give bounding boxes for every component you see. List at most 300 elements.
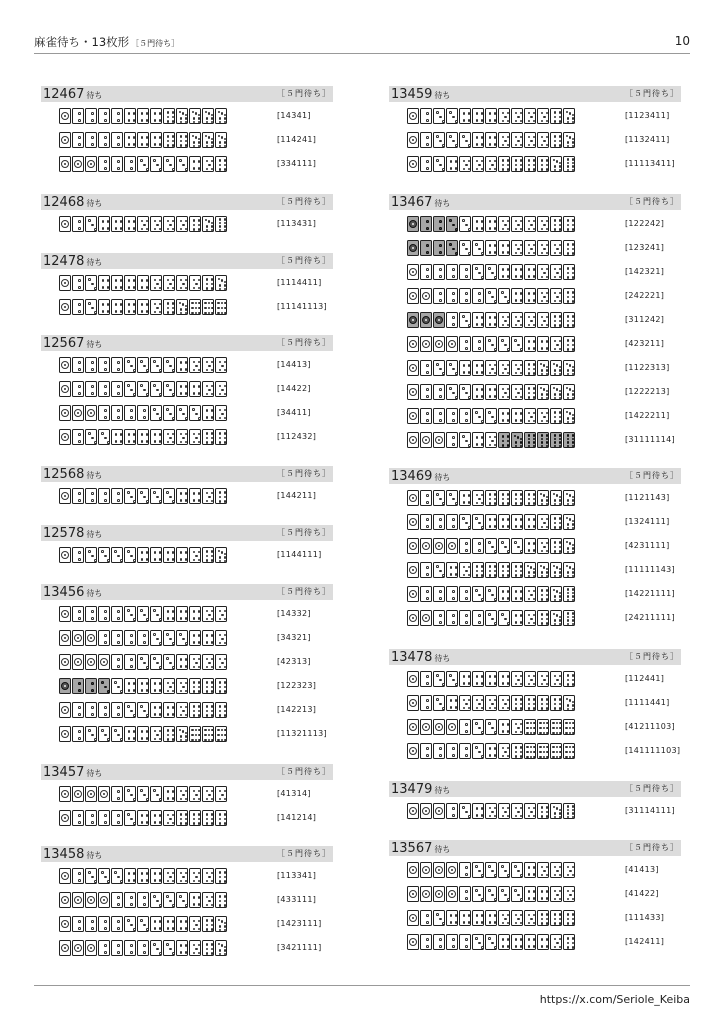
tile-2 [111,132,123,148]
tile-5 [485,156,497,172]
tile-5 [537,671,549,687]
tile-5 [485,803,497,819]
tile-3 [472,743,484,759]
tile-4 [98,299,110,315]
tile-2 [459,743,471,759]
hand-code: [14341] [277,111,311,120]
tile-1 [407,432,419,448]
tile-3 [137,786,149,802]
tile-5 [498,312,510,328]
hand-row [41,299,333,317]
group-name-suffix: 待ち [86,769,103,778]
tile-4 [150,702,162,718]
tile-6 [215,429,227,445]
tile-5 [189,275,201,291]
hand-row [389,408,681,426]
tile-6 [163,108,175,124]
hand-row [41,547,333,565]
group-name-number: 12568 [43,467,85,482]
tile-2 [420,490,432,506]
tile-7 [563,490,575,506]
tile-4 [524,288,536,304]
tile-4 [150,916,162,932]
hand-code: [31114111] [625,806,675,815]
hand-row [389,514,681,532]
tile-4 [137,547,149,563]
tile-7 [550,384,562,400]
tile-9 [563,743,575,759]
tile-4 [498,586,510,602]
hand-row [41,786,333,804]
hand-row [389,288,681,306]
tile-row [59,275,228,291]
tile-3 [163,488,175,504]
tile-3 [459,803,471,819]
tile-row [59,429,228,445]
tile-4 [485,132,497,148]
tile-5 [498,803,510,819]
tile-2 [111,916,123,932]
tile-7 [563,408,575,424]
tile-row [407,719,576,735]
wait-group [41,846,333,958]
tile-2 [111,488,123,504]
tile-2 [459,408,471,424]
tile-1 [407,586,419,602]
tile-1 [85,405,97,421]
tile-5 [176,216,188,232]
hand-code: [41314] [277,789,311,798]
tile-row [407,514,576,530]
tile-3 [433,156,445,172]
tile-2 [433,934,445,950]
tile-9 [550,743,562,759]
group-header [41,194,333,210]
tile-3 [163,654,175,670]
tile-5 [459,156,471,172]
tile-6 [524,384,536,400]
tile-3 [137,702,149,718]
tile-5 [550,288,562,304]
tile-3 [137,357,149,373]
tile-3 [459,514,471,530]
wait-group [389,86,681,174]
tile-1 [420,610,432,626]
tile-3 [150,892,162,908]
tile-7 [550,610,562,626]
tile-row [407,743,576,759]
group-tag: ［５門待ち］ [277,587,331,596]
group-header [41,253,333,269]
hand-row [41,726,333,744]
hand-row [389,586,681,604]
tile-3 [85,868,97,884]
tile-6 [498,156,510,172]
tile-row [407,562,576,578]
tile-2 [459,288,471,304]
tile-5 [215,357,227,373]
tile-2 [72,488,84,504]
tile-7 [537,490,549,506]
tile-row [59,916,228,932]
tile-5 [176,868,188,884]
tile-4 [511,408,523,424]
tile-6 [537,803,549,819]
tile-1 [407,384,419,400]
tile-5 [176,275,188,291]
tile-3 [163,892,175,908]
tile-row [59,892,228,908]
tile-4 [111,429,123,445]
tile-1 [98,654,110,670]
tile-2 [85,678,97,694]
tile-5 [202,156,214,172]
tile-2 [459,264,471,280]
tile-2 [446,803,458,819]
group-name-number: 13567 [391,841,433,856]
tile-2 [85,108,97,124]
tile-5 [511,803,523,819]
group-tag: ［５門待ち］ [625,843,679,852]
tile-1 [420,803,432,819]
tile-row [59,299,228,315]
tile-6 [550,132,562,148]
group-header [41,764,333,780]
tile-2 [420,695,432,711]
tile-4 [485,108,497,124]
group-header [389,840,681,856]
tile-2 [111,630,123,646]
tile-3 [124,606,136,622]
tile-5 [459,695,471,711]
tile-5 [537,216,549,232]
tile-6 [563,671,575,687]
tile-2 [433,514,445,530]
tile-5 [550,886,562,902]
tile-6 [550,216,562,232]
tile-2 [472,610,484,626]
tile-2 [111,405,123,421]
tile-2 [459,934,471,950]
hand-row [41,630,333,648]
tile-3 [446,490,458,506]
tile-4 [472,108,484,124]
hand-code: [141214] [277,813,317,822]
tile-2 [420,743,432,759]
tile-4 [459,671,471,687]
tile-2 [420,240,432,256]
tile-1 [446,862,458,878]
group-name [43,86,102,104]
tile-4 [485,910,497,926]
tile-4 [189,630,201,646]
tile-7 [215,275,227,291]
tile-4 [189,156,201,172]
tile-5 [511,108,523,124]
hand-code: [1324111] [625,517,670,526]
tile-3 [485,886,497,902]
group-name [391,194,450,212]
tile-6 [511,695,523,711]
tile-6 [485,562,497,578]
tile-8 [563,803,575,819]
hand-code: [1121143] [625,493,670,502]
tile-6 [163,299,175,315]
tile-5 [163,216,175,232]
tile-row [407,360,576,376]
tile-5 [189,868,201,884]
hand-row [389,743,681,761]
tile-3 [446,240,458,256]
tile-3 [459,240,471,256]
tile-1 [59,381,71,397]
tile-8 [563,156,575,172]
hand-code: [111433] [625,913,665,922]
tile-7 [550,803,562,819]
tile-6 [202,429,214,445]
tile-6 [524,695,536,711]
hand-row [41,654,333,672]
tile-6 [202,916,214,932]
hand-code: [1111441] [625,698,670,707]
tile-5 [163,275,175,291]
hand-code: [113341] [277,871,317,880]
tile-1 [72,630,84,646]
hand-row [389,360,681,378]
hand-row [389,934,681,952]
tile-4 [498,408,510,424]
group-name [391,781,450,799]
tile-3 [189,405,201,421]
group-name-suffix: 待ち [434,786,451,795]
tile-5 [176,786,188,802]
group-header [41,846,333,862]
page-header [34,34,690,52]
tile-3 [124,810,136,826]
hand-code: [1144111] [277,550,322,559]
tile-5 [472,695,484,711]
tile-6 [550,538,562,554]
tile-6 [498,490,510,506]
tile-2 [420,671,432,687]
tile-2 [111,381,123,397]
tile-2 [72,678,84,694]
group-name-suffix: 待ち [86,340,103,349]
tile-4 [124,299,136,315]
group-name-number: 13457 [43,765,85,780]
tile-5 [485,432,497,448]
tile-5 [524,408,536,424]
tile-2 [111,108,123,124]
tile-7 [202,216,214,232]
tile-row [407,312,576,328]
tile-3 [485,408,497,424]
tile-1 [433,862,445,878]
tile-8 [537,432,549,448]
tile-5 [524,216,536,232]
tile-6 [176,810,188,826]
tile-5 [537,312,549,328]
tile-4 [524,886,536,902]
tile-4 [485,240,497,256]
tile-1 [407,886,419,902]
hand-code: [141111103] [625,746,681,755]
tile-5 [202,357,214,373]
group-name [43,466,102,484]
tile-4 [524,862,536,878]
tile-1 [59,654,71,670]
tile-4 [485,216,497,232]
tile-2 [446,934,458,950]
group-name-suffix: 待ち [86,199,103,208]
tile-6 [537,156,549,172]
group-header [389,649,681,665]
tile-3 [150,786,162,802]
tile-2 [420,132,432,148]
tile-9 [524,719,536,735]
tile-row [59,156,228,172]
tile-2 [85,488,97,504]
tile-4 [137,108,149,124]
tile-7 [537,384,549,400]
hand-row [389,156,681,174]
tile-2 [72,132,84,148]
tile-1 [407,671,419,687]
tile-1 [72,405,84,421]
tile-9 [563,719,575,735]
hand-code: [1114411] [277,278,322,287]
tile-1 [433,432,445,448]
hand-code: [113431] [277,219,317,228]
group-name-number: 12478 [43,254,85,269]
group-header [389,781,681,797]
tile-2 [420,216,432,232]
tile-6 [202,547,214,563]
footer-link[interactable]: https://x.com/Seriole_Keiba [539,993,690,1006]
tile-7 [563,384,575,400]
group-name-suffix: 待ち [86,258,103,267]
tile-2 [124,892,136,908]
tile-row [407,671,576,687]
tile-5 [537,132,549,148]
tile-9 [189,726,201,742]
group-name-suffix: 待ち [86,530,103,539]
tile-5 [550,934,562,950]
tile-1 [433,538,445,554]
tile-3 [511,336,523,352]
tile-1 [407,910,419,926]
tile-5 [150,299,162,315]
hand-code: [122242] [625,219,665,228]
tile-6 [511,490,523,506]
tile-6 [202,275,214,291]
tile-3 [498,336,510,352]
tile-4 [485,514,497,530]
tile-1 [407,743,419,759]
tile-3 [459,384,471,400]
tile-5 [537,240,549,256]
tile-2 [459,862,471,878]
tile-4 [446,695,458,711]
tile-4 [472,384,484,400]
hand-row [389,264,681,282]
group-name [43,525,102,543]
tile-4 [124,429,136,445]
hand-row [389,384,681,402]
hand-row [389,108,681,126]
tile-3 [446,360,458,376]
tile-1 [72,892,84,908]
tile-1 [98,892,110,908]
tile-4 [511,934,523,950]
tile-3 [111,678,123,694]
group-name [391,468,450,486]
tile-1 [446,886,458,902]
tile-4 [472,910,484,926]
tile-1 [59,275,71,291]
tile-6 [524,360,536,376]
tile-2 [420,910,432,926]
tile-3 [498,610,510,626]
hand-row [389,240,681,258]
wait-group [41,584,333,744]
tile-4 [137,299,149,315]
tile-2 [124,405,136,421]
tile-3 [433,360,445,376]
hand-code: [112441] [625,674,665,683]
tile-1 [85,892,97,908]
hand-row [389,910,681,928]
tile-1 [420,336,432,352]
tile-6 [563,288,575,304]
tile-1 [59,108,71,124]
tile-5 [163,429,175,445]
tile-5 [524,803,536,819]
tile-3 [472,264,484,280]
tile-5 [524,108,536,124]
tile-2 [446,586,458,602]
tile-1 [407,803,419,819]
tile-1 [59,405,71,421]
tile-3 [433,695,445,711]
tile-2 [433,586,445,602]
tile-5 [511,910,523,926]
tile-6 [550,108,562,124]
wait-group [41,335,333,447]
group-name-suffix: 待ち [86,851,103,860]
tile-4 [150,429,162,445]
hand-code: [1132411] [625,135,670,144]
tile-7 [524,562,536,578]
tile-4 [176,357,188,373]
hand-code: [1422211] [625,411,670,420]
hand-row [41,429,333,447]
tile-5 [524,312,536,328]
tile-3 [111,726,123,742]
tile-2 [98,702,110,718]
tile-4 [498,719,510,735]
tile-5 [550,264,562,280]
hand-code: [1123411] [625,111,670,120]
tile-3 [446,671,458,687]
tile-3 [163,940,175,956]
tile-5 [511,384,523,400]
tile-row [407,886,576,902]
tile-5 [176,429,188,445]
tile-6 [163,132,175,148]
tile-5 [202,892,214,908]
tile-row [59,726,228,742]
